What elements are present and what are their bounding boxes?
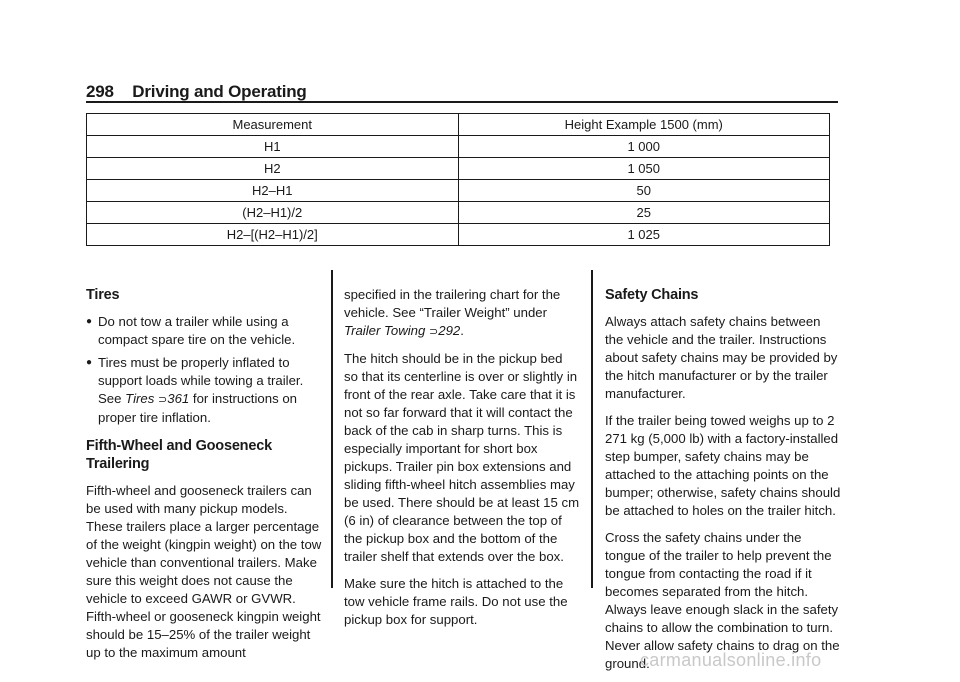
column-divider — [591, 270, 593, 588]
tires-page-ref[interactable]: 361 — [167, 391, 190, 406]
column-header-height-example: Height Example 1500 (mm) — [458, 114, 830, 136]
fifth-wheel-paragraph-cont — [344, 286, 580, 341]
fifth-wheel-paragraph: Fifth-wheel and gooseneck trailers can be used with many pickup models. These trailers place a larger percentage of the weight (kingpin weight) on the tow vehicle than conventional trailers. Make sure this weight does not cause the vehicle to exceed GAWR or GVWR. Fifth-wheel or gooseneck kingpin weight should be 15–25% of the trailer weight up to the maximum amount — [86, 483, 322, 660]
safety-chains-paragraph: If the trailer being towed weighs up to 2 271 kg (5,000 lb) with a factory-installed step bumper, safety chains may be attached to the attaching points on the bumper; otherwise, safety chains should be attached to holes on the trailer hitch. — [605, 413, 841, 518]
table-cell: (H2–H1)/2 — [87, 202, 459, 224]
table-row — [87, 224, 830, 246]
table-row — [87, 180, 830, 202]
safety-chains-paragraph: Always attach safety chains between the vehicle and the trailer. Instructions about safety chains may be provided by the hitch manufacturer or by the trailer manufacturer. — [605, 314, 838, 401]
paragraph-text: specified in the trailering chart for the vehicle. See “Trailer Weight” under — [344, 287, 561, 320]
tires-link[interactable]: Tires — [125, 391, 155, 406]
tires-bullet-list — [86, 313, 322, 427]
table-cell: H2 — [87, 158, 459, 180]
hitch-attachment-paragraph: Make sure the hitch is attached to the tow vehicle frame rails. Do not use the pickup box for support. — [344, 576, 568, 627]
trailer-towing-link[interactable]: Trailer Towing — [344, 323, 426, 338]
column-divider — [331, 270, 333, 588]
header-divider — [86, 101, 838, 103]
page-ref-arrow-icon: ⊃ — [429, 326, 439, 338]
table-cell: 25 — [458, 202, 830, 224]
page-ref-arrow-icon: ⊃ — [158, 394, 168, 406]
page-number: 298 — [86, 82, 114, 101]
safety-chains-heading: Safety Chains — [605, 287, 699, 303]
bullet-text: Do not tow a trailer while using a compact spare tire on the vehicle. — [98, 314, 296, 347]
table-row — [87, 136, 830, 158]
table-row — [87, 202, 830, 224]
table-cell: 1 000 — [458, 136, 830, 158]
table-cell: H1 — [87, 136, 459, 158]
safety-chains-paragraph: Cross the safety chains under the tongue of the trailer to help prevent the tongue from contacting the road if it becomes separated from the hitch. Always leave enough slack in the safety chains to allow the combination to turn. Never allow safety chains to drag on the ground. — [605, 530, 840, 671]
table-cell: 1 050 — [458, 158, 830, 180]
table-row — [87, 158, 830, 180]
section-title: Driving and Operating — [132, 82, 307, 101]
table-cell: 50 — [458, 180, 830, 202]
tires-heading: Tires — [86, 287, 120, 303]
measurement-table — [86, 113, 830, 246]
column-right — [605, 286, 841, 682]
watermark: carmanualsonline.info — [640, 650, 822, 670]
table-cell: H2–[(H2–H1)/2] — [87, 224, 459, 246]
column-header-measurement: Measurement — [87, 114, 459, 136]
column-middle — [344, 286, 580, 638]
list-item — [86, 313, 322, 349]
table-cell: 1 025 — [458, 224, 830, 246]
bullet-icon: ● — [86, 357, 93, 368]
bullet-text: for instructions on proper tire inflation. — [98, 391, 297, 425]
list-item — [86, 354, 322, 427]
trailer-towing-page-ref[interactable]: 292 — [438, 323, 461, 338]
paragraph-text: . — [460, 323, 464, 338]
hitch-position-paragraph: The hitch should be in the pickup bed so that its centerline is over or slightly in front of the rear axle. Take care that it is not so far forward that it will contact the back of the cab in sharp turns. This is especially important for short box pickups. Trailer pin box extensions and sliding fifth-wheel hitch assemblies may be used. There should be at least 15 cm (6 in) of clearance between the top of the pickup box and the bottom of the trailer shelf that extends over the box. — [344, 351, 580, 564]
fifth-wheel-heading: Fifth-Wheel and Gooseneck Trailering — [86, 438, 272, 472]
bullet-icon: ● — [86, 316, 93, 327]
page-header — [86, 82, 838, 102]
column-left — [86, 286, 322, 671]
table-cell: H2–H1 — [87, 180, 459, 202]
bullet-text: Tires must be properly inflated to support loads while towing a trailer. See — [98, 355, 304, 406]
table-header-row — [87, 114, 830, 136]
